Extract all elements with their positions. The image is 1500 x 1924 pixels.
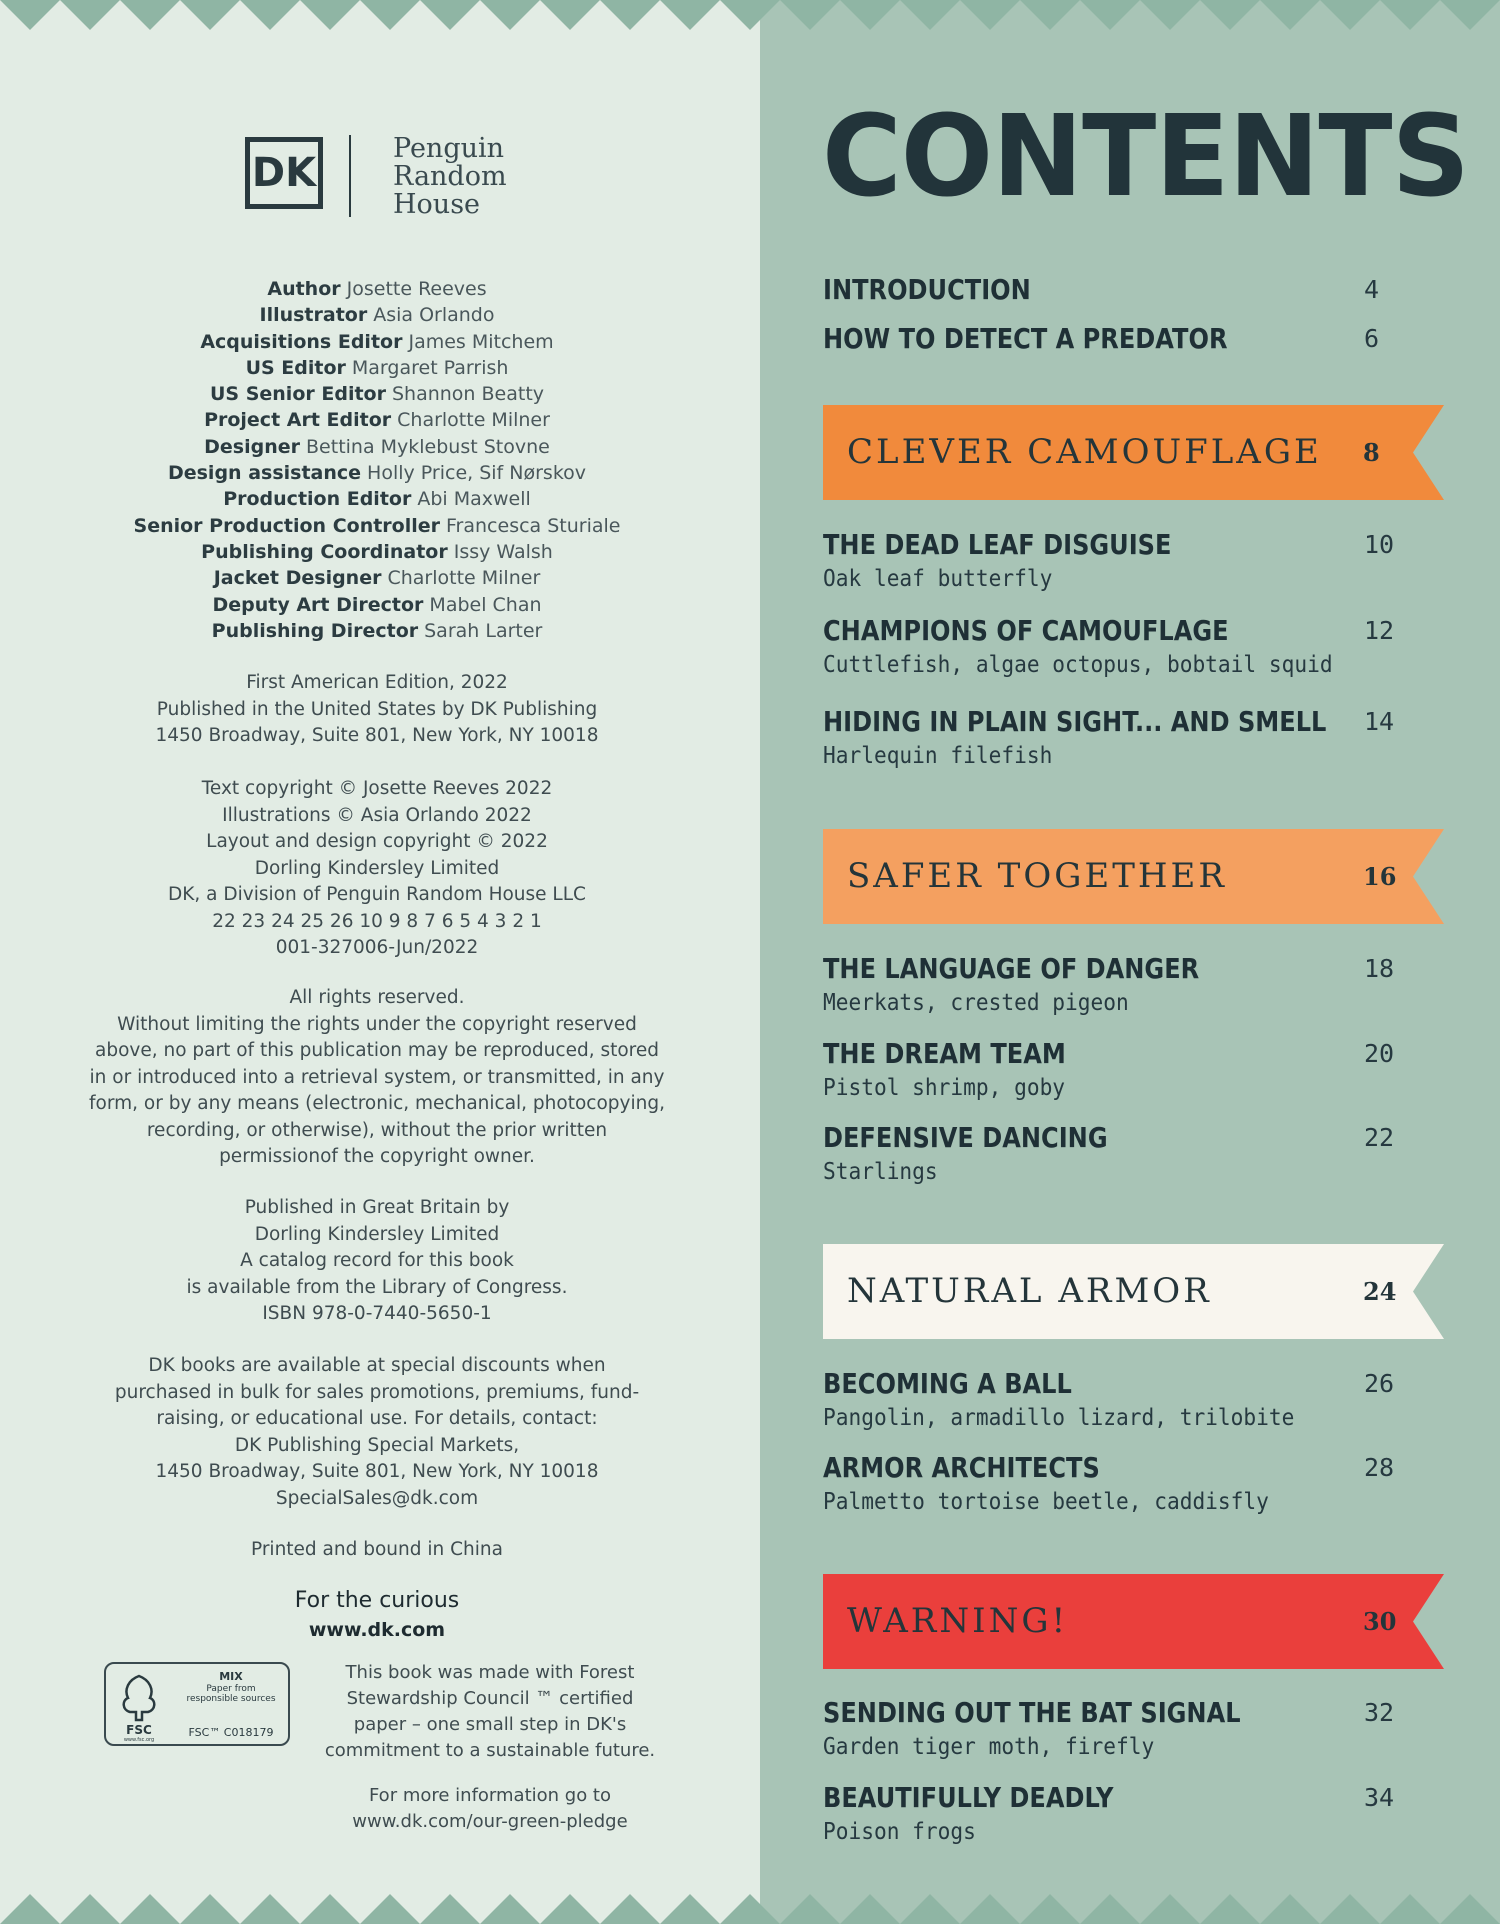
credit-name: Mabel Chan [429, 593, 542, 616]
zigzag-triangle [540, 1894, 600, 1924]
zigzag-triangle [720, 0, 780, 30]
contents-heading: CONTENTS [822, 92, 1469, 222]
zigzag-triangle [60, 1894, 120, 1924]
zigzag-triangle [300, 0, 360, 30]
zigzag-triangle [1200, 0, 1260, 30]
toc-entry-title[interactable]: INTRODUCTION [823, 273, 1031, 306]
credit-row [0, 355, 754, 381]
zigzag-triangle [480, 1894, 540, 1924]
toc-entry-page: 32 [1364, 1698, 1395, 1727]
credit-row [0, 302, 754, 328]
fsc-logo [104, 1662, 290, 1746]
copyright-block [40, 776, 714, 962]
edition-line: 1450 Broadway, Suite 801, New York, NY 10018 [155, 725, 599, 746]
zigzag-triangle [1320, 0, 1380, 30]
credit-row [0, 486, 754, 512]
copyright-line: 22 23 24 25 26 10 9 8 7 6 5 4 3 2 1 [212, 910, 542, 932]
rights-line: Without limiting the rights under the copyright reserved [117, 1013, 637, 1035]
credit-name: Charlotte Milner [397, 409, 550, 432]
toc-entry-page: 34 [1364, 1783, 1395, 1812]
zigzag-triangle [720, 1894, 780, 1924]
credit-name: Issy Walsh [453, 540, 553, 563]
edition-line: Published in the United States by DK Publishing [156, 698, 598, 720]
zigzag-triangle [120, 0, 180, 30]
rights-line: above, no part of this publication may be reproduced, stored [95, 1040, 659, 1061]
zigzag-triangle [840, 1894, 900, 1924]
credit-row [0, 618, 754, 644]
credit-row [0, 407, 754, 433]
credit-row [0, 592, 754, 618]
toc-entry-title[interactable]: DEFENSIVE DANCING [823, 1121, 1108, 1154]
zigzag-triangle [1260, 0, 1320, 30]
credit-row [0, 434, 754, 460]
credits-list [0, 276, 754, 644]
toc-entry-page: 4 [1364, 275, 1380, 304]
copyright-line: DK, a Division of Penguin Random House LLC [168, 884, 586, 905]
credit-row [0, 276, 754, 302]
credit-row [0, 381, 754, 407]
toc-entry-subtitle: Poison frogs [823, 1819, 976, 1845]
fsc-statement [310, 1660, 670, 1764]
gb-line: A catalog record for this book [240, 1250, 514, 1271]
section-banner-label: NATURAL ARMOR [847, 1271, 1212, 1311]
fsc-code: FSC™ C018179 [188, 1726, 274, 1739]
fsc-logo-url: www.fsc.org [123, 1737, 155, 1742]
credit-row [0, 513, 754, 539]
credit-role: Design assistance [167, 462, 362, 485]
toc-entry-page: 26 [1364, 1369, 1395, 1398]
toc-entry-subtitle: Palmetto tortoise beetle, caddisfly [823, 1489, 1269, 1515]
prh-line: Random [393, 161, 507, 192]
zigzag-triangle [1440, 1894, 1500, 1924]
zigzag-triangle [540, 0, 600, 30]
zigzag-triangle [840, 0, 900, 30]
zigzag-triangle [1260, 1894, 1320, 1924]
toc-entry-subtitle: Harlequin filefish [823, 743, 1053, 769]
toc-entry-title[interactable]: THE DEAD LEAF DISGUISE [823, 528, 1172, 561]
toc-entry-title[interactable]: THE DREAM TEAM [823, 1037, 1066, 1070]
rights-line: recording, or otherwise), without the prior written [146, 1119, 608, 1141]
penguin-random-house-wordmark [393, 135, 543, 219]
zigzag-triangle [360, 1894, 420, 1924]
fsc-sub-line: responsible sources [186, 1694, 276, 1704]
section-banner[interactable] [823, 1244, 1444, 1339]
copyright-line: 001-327006-Jun/2022 [275, 937, 479, 958]
special-sales-block [40, 1353, 714, 1512]
copyright-line: Dorling Kindersley Limited [254, 857, 500, 879]
toc-entry-page: 14 [1364, 707, 1395, 736]
rights-line: permissionof the copyright owner. [219, 1146, 535, 1167]
copyright-line: Text copyright © Josette Reeves 2022 [201, 778, 553, 799]
toc-entry-page: 12 [1364, 616, 1395, 645]
sales-line: 1450 Broadway, Suite 801, New York, NY 10018 [155, 1461, 599, 1482]
credit-name: Charlotte Milner [387, 567, 541, 590]
zigzag-triangle [240, 0, 300, 30]
toc-entry-subtitle: Pangolin, armadillo lizard, trilobite [823, 1405, 1295, 1431]
credit-role: US Editor [245, 356, 346, 379]
credit-name: Bettina Myklebust Stovne [306, 435, 550, 458]
zigzag-triangle [600, 1894, 660, 1924]
toc-entry-subtitle: Oak leaf butterfly [823, 566, 1053, 592]
zigzag-triangle [1140, 1894, 1200, 1924]
rights-block [40, 985, 714, 1171]
fsc-mix-sub [178, 1684, 284, 1704]
credit-row [0, 329, 754, 355]
zigzag-triangle [660, 1894, 720, 1924]
credit-name: Shannon Beatty [391, 383, 545, 406]
top-zigzag-border [0, 0, 1500, 40]
fsc-text-line: This book was made with Forest [345, 1662, 635, 1683]
toc-entry-title[interactable]: HOW TO DETECT A PREDATOR [823, 322, 1228, 355]
rights-line: All rights reserved. [289, 987, 465, 1008]
logo-divider [349, 135, 351, 217]
toc-entry-page: 18 [1364, 954, 1395, 983]
toc-entry-title[interactable]: BEAUTIFULLY DEADLY [823, 1781, 1114, 1814]
zigzag-triangle [1020, 1894, 1080, 1924]
zigzag-triangle [780, 0, 840, 30]
toc-entry-page: 22 [1364, 1123, 1395, 1152]
section-banner-page: 24 [1363, 1277, 1397, 1306]
zigzag-triangle [0, 1894, 60, 1924]
credit-name: Sarah Larter [424, 619, 543, 642]
prh-line: House [393, 189, 481, 220]
zigzag-triangle [240, 1894, 300, 1924]
credit-role: Senior Production Controller [133, 514, 441, 537]
zigzag-triangle [1080, 0, 1140, 30]
fsc-text-line: Stewardship Council ™ certified [346, 1688, 634, 1709]
zigzag-triangle [1380, 1894, 1440, 1924]
zigzag-triangle [180, 0, 240, 30]
toc-entry-page: 28 [1364, 1453, 1395, 1482]
section-banner[interactable] [823, 829, 1444, 924]
curious-tagline: For the curious [294, 1588, 460, 1613]
sales-line: purchased in bulk for sales promotions, premiums, fund- [114, 1381, 640, 1403]
credit-name: James Mitchem [408, 330, 554, 353]
credit-role: Publishing Coordinator [201, 540, 448, 563]
sales-line: raising, or educational use. For details, contact: [156, 1408, 598, 1429]
credit-name: Margaret Parrish [351, 356, 509, 379]
section-banner-label: CLEVER CAMOUFLAGE [847, 432, 1322, 472]
fsc-sub-line: Paper from [206, 1684, 256, 1694]
zigzag-triangle [480, 0, 540, 30]
credit-role: Illustrator [259, 304, 368, 327]
pledge-line: For more information go to [368, 1785, 612, 1806]
toc-entry-title[interactable]: SENDING OUT THE BAT SIGNAL [823, 1696, 1241, 1729]
toc-entry-page: 20 [1364, 1039, 1395, 1068]
gb-publication-block [40, 1195, 714, 1328]
credit-name: Abi Maxwell [417, 488, 531, 511]
credit-role: Author [267, 278, 341, 300]
zigzag-triangle [180, 1894, 240, 1924]
credit-name: Francesca Sturiale [446, 514, 621, 537]
zigzag-triangle [1380, 0, 1440, 30]
toc-entry-title[interactable]: HIDING IN PLAIN SIGHT... AND SMELL [823, 705, 1327, 738]
credit-role: Acquisitions Editor [200, 330, 403, 353]
gb-line: ISBN 978-0-7440-5650-1 [262, 1303, 492, 1324]
credit-role: Jacket Designer [213, 567, 382, 590]
zigzag-triangle [420, 1894, 480, 1924]
copyright-line: Layout and design copyright © 2022 [206, 831, 548, 852]
credit-role: Deputy Art Director [212, 593, 424, 616]
section-banner-label: WARNING! [847, 1601, 1069, 1641]
credit-row [0, 539, 754, 565]
zigzag-triangle [1320, 1894, 1380, 1924]
credit-role: Production Editor [223, 488, 412, 511]
zigzag-triangle [300, 1894, 360, 1924]
zigzag-triangle [120, 1894, 180, 1924]
curious-block [0, 1586, 754, 1644]
rights-line: in or introduced into a retrieval system, or transmitted, in any [89, 1066, 665, 1088]
fsc-tree-icon [114, 1670, 164, 1742]
green-pledge [290, 1783, 690, 1835]
dk-website-link[interactable]: www.dk.com [308, 1619, 446, 1641]
zigzag-triangle [780, 1894, 840, 1924]
credit-row [0, 460, 754, 486]
zigzag-triangle [900, 1894, 960, 1924]
gb-line: Dorling Kindersley Limited [254, 1223, 500, 1245]
zigzag-triangle [1140, 0, 1200, 30]
toc-entry-page: 6 [1364, 324, 1380, 353]
section-banner[interactable] [823, 1574, 1444, 1669]
toc-entry-subtitle: Meerkats, crested pigeon [823, 990, 1129, 1016]
toc-entry-subtitle: Starlings [823, 1159, 938, 1185]
zigzag-triangle [1200, 1894, 1260, 1924]
zigzag-triangle [1020, 0, 1080, 30]
fsc-text-line: commitment to a sustainable future. [324, 1740, 656, 1761]
bottom-zigzag-border [0, 1884, 1500, 1924]
zigzag-triangle [960, 1894, 1020, 1924]
fsc-text-line: paper – one small step in DK's [353, 1714, 627, 1735]
pledge-line: www.dk.com/our-green-pledge [352, 1811, 628, 1832]
zigzag-triangle [1440, 0, 1500, 30]
toc-entry-subtitle: Pistol shrimp, goby [823, 1075, 1066, 1101]
zigzag-triangle [660, 0, 720, 30]
edition-line: First American Edition, 2022 [246, 672, 508, 693]
sales-line: SpecialSales@dk.com [275, 1487, 479, 1509]
section-banner-page: 30 [1363, 1607, 1397, 1636]
gb-line: is available from the Library of Congress. [186, 1276, 568, 1298]
toc-entry-title[interactable]: CHAMPIONS OF CAMOUFLAGE [823, 614, 1229, 647]
section-banner-page: 8 [1363, 438, 1380, 467]
credit-name: Holly Price, Sif Nørskov [367, 462, 587, 485]
credit-role: Project Art Editor [204, 409, 392, 432]
printed-line [40, 1537, 714, 1564]
toc-entry-title[interactable]: BECOMING A BALL [823, 1367, 1072, 1400]
fsc-logo-text: FSC [126, 1723, 152, 1737]
copyright-line: Illustrations © Asia Orlando 2022 [222, 804, 532, 826]
sales-line: DK books are available at special discounts when [148, 1355, 606, 1376]
zigzag-triangle [360, 0, 420, 30]
credit-role: Publishing Director [211, 619, 419, 642]
zigzag-triangle [420, 0, 480, 30]
section-banner-label: SAFER TOGETHER [847, 856, 1227, 896]
credit-role: US Senior Editor [209, 383, 386, 406]
edition-block [40, 670, 714, 750]
toc-entry-title[interactable]: THE LANGUAGE OF DANGER [823, 952, 1200, 985]
zigzag-triangle [60, 0, 120, 30]
credit-row [0, 565, 754, 591]
gb-line: Published in Great Britain by [244, 1197, 510, 1218]
rights-line: form, or by any means (electronic, mechanical, photocopying, [89, 1093, 665, 1114]
sales-line: DK Publishing Special Markets, [234, 1434, 520, 1456]
toc-entry-subtitle: Garden tiger moth, firefly [823, 1734, 1155, 1760]
prh-line: Penguin [393, 133, 505, 164]
toc-entry-subtitle: Cuttlefish, algae octopus, bobtail squid [823, 652, 1333, 678]
printed-text: Printed and bound in China [251, 1539, 503, 1560]
zigzag-triangle [1080, 1894, 1140, 1924]
dk-logo: DK [245, 137, 323, 209]
credit-role: Designer [204, 435, 301, 458]
zigzag-triangle [600, 0, 660, 30]
zigzag-triangle [0, 0, 60, 30]
credit-name: Asia Orlando [373, 304, 495, 327]
fsc-mix-label: MIX [219, 1670, 243, 1683]
zigzag-triangle [960, 0, 1020, 30]
section-banner[interactable] [823, 405, 1444, 500]
toc-entry-page: 10 [1364, 530, 1395, 559]
zigzag-triangle [900, 0, 960, 30]
toc-entry-title[interactable]: ARMOR ARCHITECTS [823, 1451, 1100, 1484]
section-banner-page: 16 [1363, 862, 1397, 891]
credit-name: Josette Reeves [346, 278, 487, 300]
